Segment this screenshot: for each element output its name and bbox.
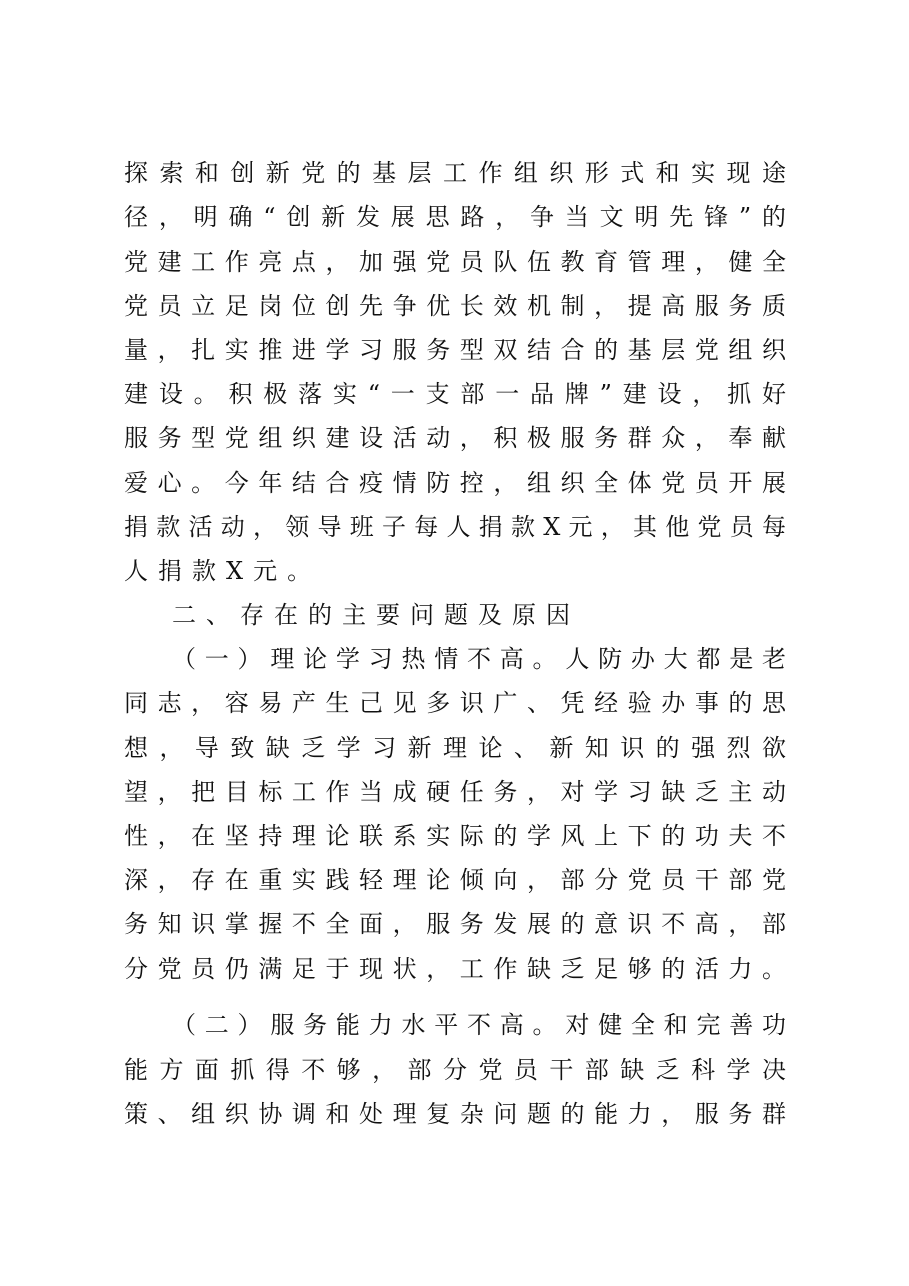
body-text-line: 建设。积极落实“一支部一品牌”建设，抓好 bbox=[124, 380, 786, 408]
body-text-line: 务知识掌握不全面，服务发展的意识不高，部 bbox=[124, 910, 786, 938]
body-text-line: （一）理论学习热情不高。人防办大都是老 bbox=[172, 645, 786, 673]
body-text-line: 性，在坚持理论联系实际的学风上下的功夫不 bbox=[124, 822, 786, 850]
body-text-line: 望，把目标工作当成硬任务，对学习缺乏主动 bbox=[124, 778, 786, 806]
section-heading: 二、存在的主要问题及原因 bbox=[172, 601, 580, 629]
body-text-line: 能方面抓得不够，部分党员干部缺乏科学决 bbox=[124, 1056, 786, 1084]
body-text-line: 党建工作亮点，加强党员队伍教育管理，健全 bbox=[124, 248, 786, 276]
body-text-line: 捐款活动，领导班子每人捐款X元，其他党员每 bbox=[124, 513, 786, 541]
body-text-line: 人捐款X元。 bbox=[124, 557, 322, 585]
body-text-line: 探索和创新党的基层工作组织形式和实现途 bbox=[124, 159, 786, 187]
body-text-line: 党员立足岗位创先争优长效机制，提高服务质 bbox=[124, 292, 786, 320]
body-text-line: 径，明确“创新发展思路，争当文明先锋”的 bbox=[124, 203, 786, 231]
body-text-line: 服务型党组织建设活动，积极服务群众，奉献 bbox=[124, 424, 786, 452]
body-text-line: 深，存在重实践轻理论倾向，部分党员干部党 bbox=[124, 866, 786, 894]
body-text-line: 策、组织协调和处理复杂问题的能力，服务群 bbox=[124, 1100, 786, 1128]
body-text-line: （二）服务能力水平不高。对健全和完善功 bbox=[172, 1011, 786, 1039]
body-text-line: 想，导致缺乏学习新理论、新知识的强烈欲 bbox=[124, 734, 786, 762]
body-text-line: 同志，容易产生己见多识广、凭经验办事的思 bbox=[124, 689, 786, 717]
body-text-line: 量，扎实推进学习服务型双结合的基层党组织 bbox=[124, 336, 786, 364]
body-text-line: 爱心。今年结合疫情防控，组织全体党员开展 bbox=[124, 469, 786, 497]
body-text-line: 分党员仍满足于现状，工作缺乏足够的活力。 bbox=[124, 955, 786, 983]
